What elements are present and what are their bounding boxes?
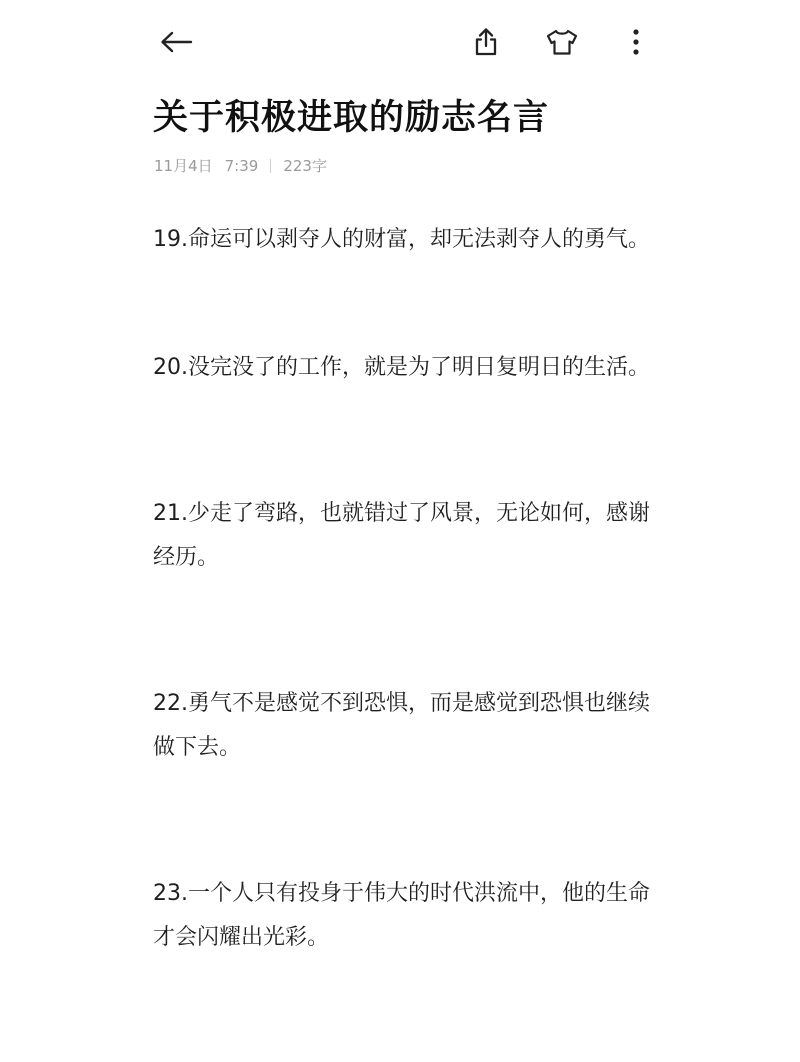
- shirt-icon: [545, 28, 579, 56]
- back-button[interactable]: [154, 20, 198, 64]
- note-body[interactable]: [153, 218, 653, 1062]
- note-title: 关于积极进取的励志名言: [153, 98, 550, 138]
- share-button[interactable]: [464, 20, 508, 64]
- note-meta: [154, 155, 327, 176]
- meta-divider: [270, 159, 271, 173]
- note-paragraph: 22.勇气不是感觉不到恐惧，而是感觉到恐惧也继续做下去。: [153, 691, 650, 760]
- note-paragraph: 23.一个人只有投身于伟大的时代洪流中，他的生命才会闪耀出光彩。: [153, 881, 650, 950]
- arrow-left-icon: [159, 30, 193, 54]
- top-toolbar: [0, 20, 800, 66]
- note-paragraph: 21.少走了弯路，也就错过了风景，无论如何，感谢经历。: [153, 501, 650, 570]
- share-upload-icon: [473, 27, 499, 57]
- more-vertical-icon: [631, 28, 641, 56]
- note-time: 7:39: [224, 156, 259, 175]
- theme-button[interactable]: [540, 20, 584, 64]
- note-paragraph: 19.命运可以剥夺人的财富，却无法剥夺人的勇气。: [153, 227, 650, 252]
- note-date: 11月4日: [154, 157, 213, 175]
- more-options-button[interactable]: [614, 20, 658, 64]
- note-word-count: 223字: [283, 157, 327, 175]
- note-paragraph: 20.没完没了的工作，就是为了明日复明日的生活。: [153, 355, 650, 380]
